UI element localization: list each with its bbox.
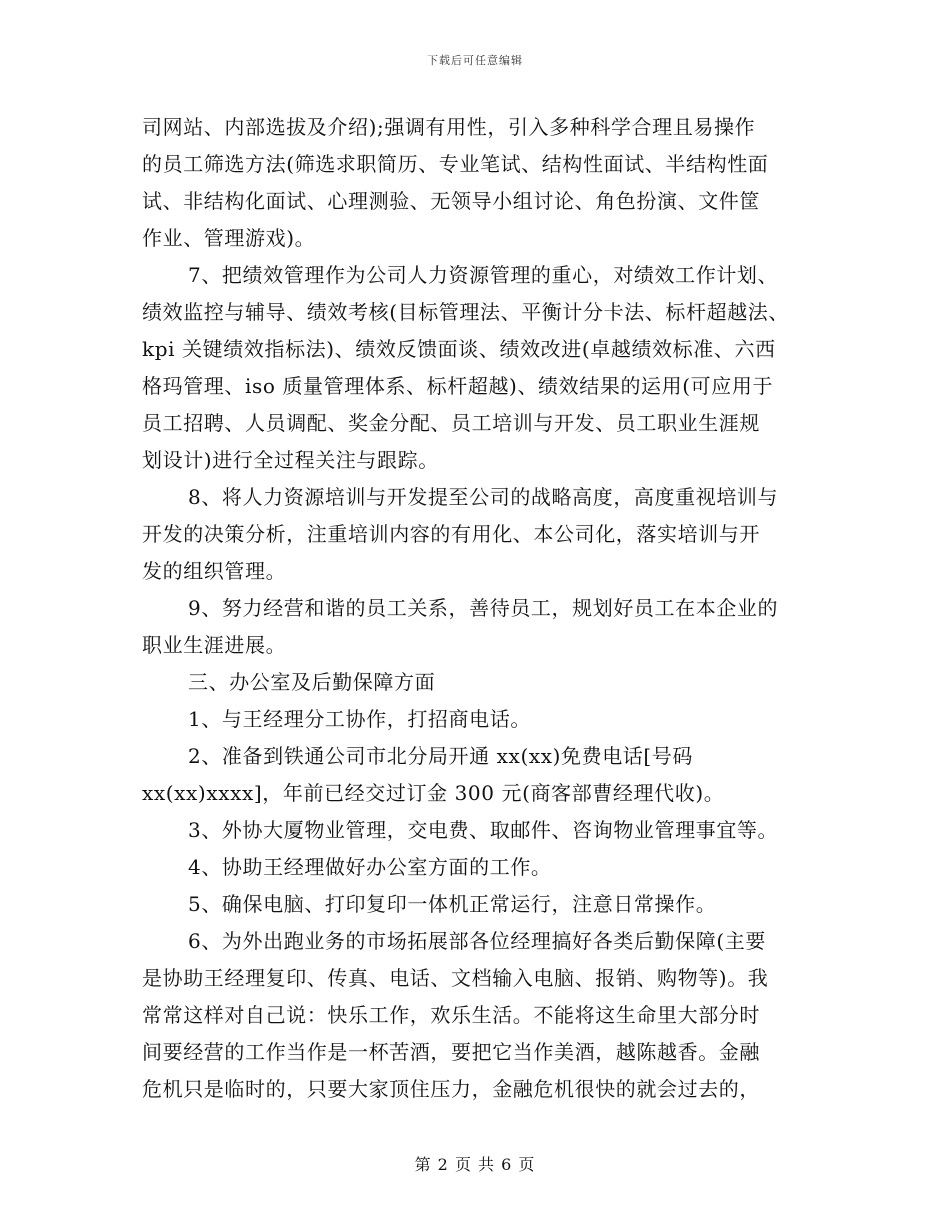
- text-line: 常常这样对自己说：快乐工作，欢乐生活。不能将这生命里大部分时: [142, 1003, 760, 1027]
- document-body: [142, 109, 822, 1108]
- text-line: 职业生涯进展。: [142, 633, 287, 657]
- text-line: 9、努力经营和谐的员工关系，善待员工，规划好员工在本企业的: [188, 596, 779, 620]
- text-line: xx(xx)xxxx]，年前已经交过订金 300 元(商客部曹经理代收)。: [142, 781, 725, 805]
- text-line: 3、外协大厦物业管理，交电费、取邮件、咨询物业管理事宜等。: [188, 818, 779, 842]
- text-line: 三、办公室及后勤保障方面: [188, 670, 436, 694]
- text-line: 1、与王经理分工协作，打招商电话。: [188, 707, 531, 731]
- text-line: 间要经营的工作当作是一杯苦酒，要把它当作美酒，越陈越香。金融: [142, 1040, 760, 1064]
- text-line: 格玛管理、iso 质量管理体系、标杆超越)、绩效结果的运用(可应用于: [142, 374, 774, 398]
- text-line: 危机只是临时的，只要大家顶住压力，金融危机很快的就会过去的，: [142, 1077, 760, 1101]
- text-line: 开发的决策分析，注重培训内容的有用化、本公司化，落实培训与开: [142, 522, 760, 546]
- text-line: 划设计)进行全过程关注与跟踪。: [142, 448, 439, 472]
- text-line: 绩效监控与辅导、绩效考核(目标管理法、平衡计分卡法、标杆超越法、: [142, 300, 790, 324]
- text-line: 员工招聘、人员调配、奖金分配、员工培训与开发、员工职业生涯规: [142, 411, 760, 435]
- text-line: 发的组织管理。: [142, 559, 287, 583]
- text-line: 的员工筛选方法(筛选求职简历、专业笔试、结构性面试、半结构性面: [142, 152, 769, 176]
- text-line: 7、把绩效管理作为公司人力资源管理的重心，对绩效工作计划、: [188, 263, 779, 287]
- text-line: 试、非结构化面试、心理测验、无领导小组讨论、角色扮演、文件筐: [142, 189, 760, 213]
- text-line: 作业、管理游戏)。: [142, 226, 316, 250]
- text-line: 司网站、内部选拔及介绍);强调有用性，引入多种科学合理且易操作: [142, 115, 756, 139]
- page-footer: 第 2 页 共 6 页: [414, 1155, 536, 1174]
- text-line: kpi 关键绩效指标法)、绩效反馈面谈、绩效改进(卓越绩效标准、六西: [142, 337, 776, 361]
- page-header: 下载后可任意编辑: [427, 54, 523, 67]
- text-line: 8、将人力资源培训与开发提至公司的战略高度，高度重视培训与: [188, 485, 779, 509]
- text-line: 2、准备到铁通公司市北分局开通 xx(xx)免费电话[号码: [188, 744, 694, 768]
- text-line: 6、为外出跑业务的市场拓展部各位经理搞好各类后勤保障(主要: [188, 929, 766, 953]
- text-line: 4、协助王经理做好办公室方面的工作。: [188, 855, 552, 879]
- text-line: 5、确保电脑、打印复印一体机正常运行，注意日常操作。: [188, 892, 717, 916]
- text-line: 是协助王经理复印、传真、电话、文档输入电脑、报销、购物等)。我: [142, 966, 769, 990]
